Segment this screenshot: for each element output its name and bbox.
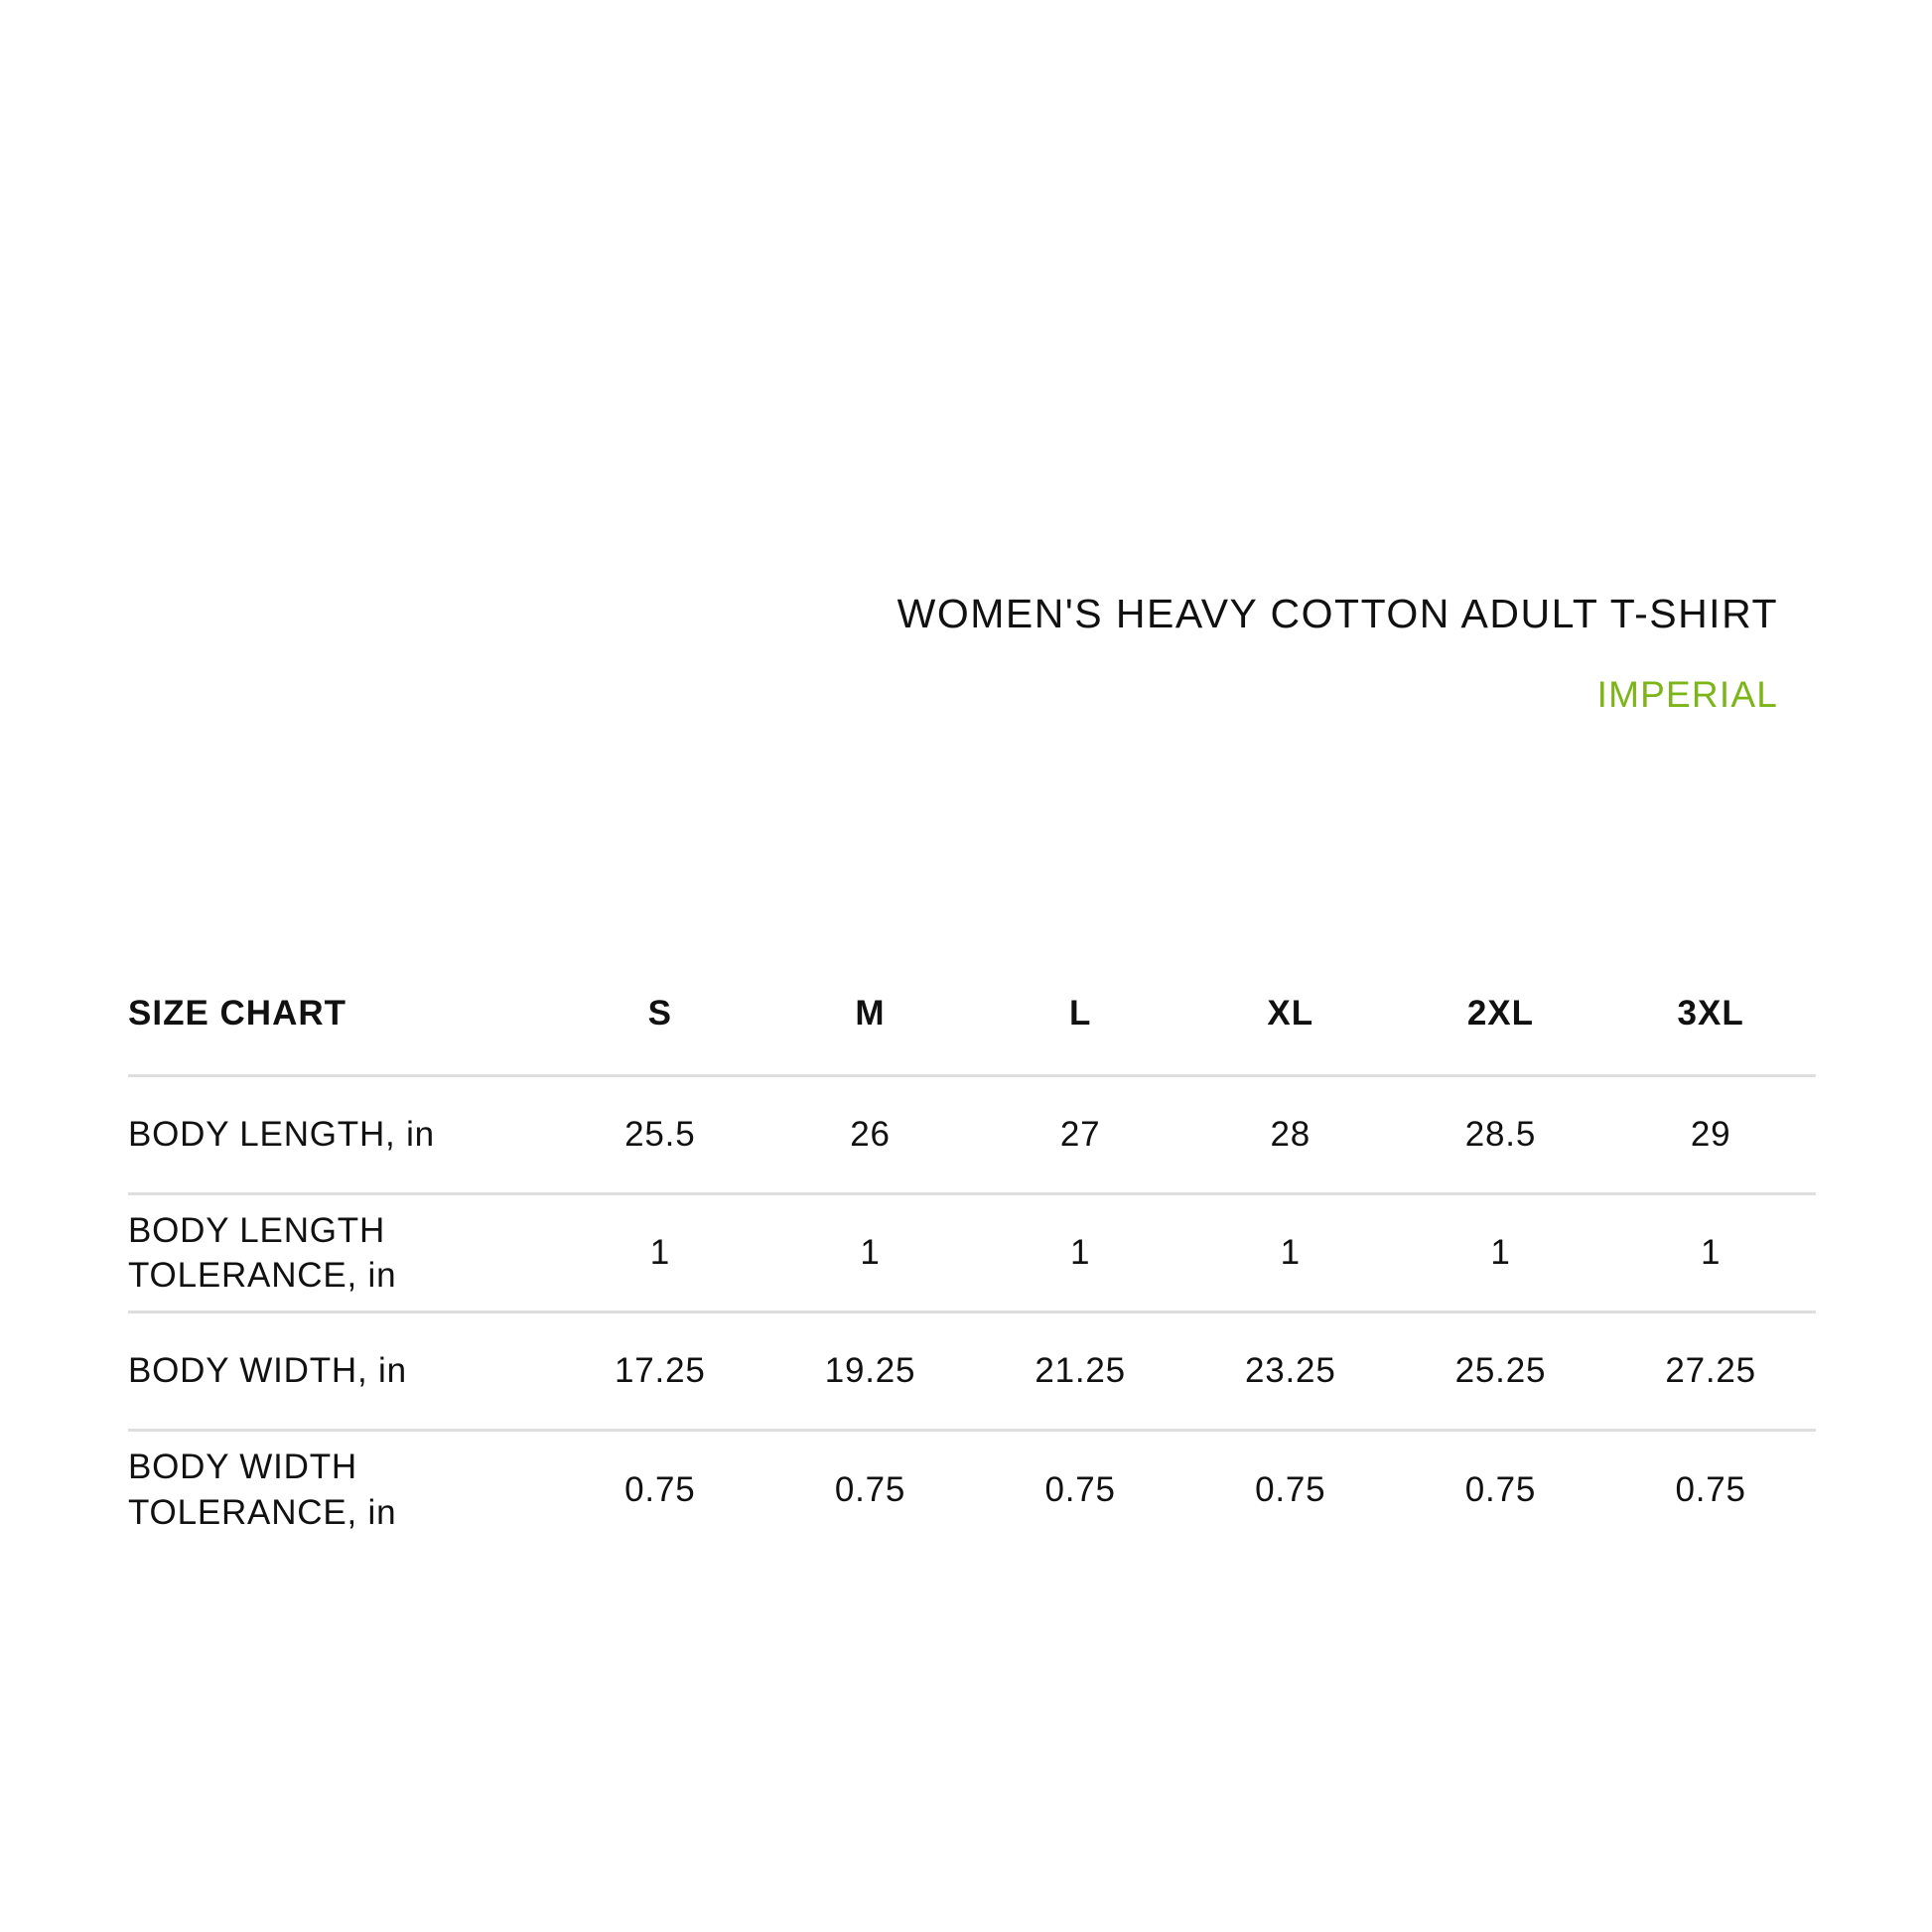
table-cell: 28 [1185, 1076, 1396, 1194]
size-chart-table [128, 961, 1816, 1549]
size-column-header: S [555, 961, 765, 1076]
table-cell: 1 [1605, 1194, 1816, 1312]
table-cell: 29 [1605, 1076, 1816, 1194]
size-column-header: XL [1185, 961, 1396, 1076]
table-row [128, 1312, 1816, 1431]
size-column-header: L [975, 961, 1185, 1076]
table-cell: 0.75 [834, 1470, 906, 1509]
table-cell: 19.25 [765, 1312, 976, 1431]
unit-system-label: IMPERIAL [1596, 674, 1778, 715]
table-cell: 21.25 [975, 1312, 1185, 1431]
size-column-header: 3XL [1605, 961, 1816, 1076]
table-cell: 0.75 [1464, 1470, 1537, 1509]
table-cell: 0.75 [1255, 1470, 1326, 1509]
row-label: BODY WIDTH TOLERANCE, in [128, 1448, 397, 1532]
table-cell: 27 [975, 1076, 1185, 1194]
product-title: WOMEN'S HEAVY COTTON ADULT T-SHIRT [897, 591, 1778, 636]
table-cell: 25.5 [555, 1076, 765, 1194]
table-header-row [128, 961, 1816, 1076]
table-cell: 26 [765, 1076, 976, 1194]
table-cell: 0.75 [1044, 1470, 1116, 1509]
table-cell: 1 [1185, 1194, 1396, 1312]
table-cell: 23.25 [1185, 1312, 1396, 1431]
table-cell: 1 [555, 1194, 765, 1312]
table-cell: 1 [1396, 1194, 1606, 1312]
row-label: BODY LENGTH TOLERANCE, in [128, 1194, 555, 1312]
table-cell: 0.75 [624, 1470, 696, 1509]
size-column-header: M [765, 961, 976, 1076]
table-cell: 25.25 [1396, 1312, 1606, 1431]
size-chart-heading: SIZE CHART [128, 961, 555, 1076]
row-label: BODY LENGTH, in [128, 1076, 555, 1194]
row-label: BODY WIDTH, in [128, 1312, 555, 1431]
table-cell: 1 [765, 1194, 976, 1312]
table-row [128, 1194, 1816, 1312]
product-header [897, 591, 1778, 715]
table-row [128, 1076, 1816, 1194]
size-column-header: 2XL [1396, 961, 1606, 1076]
table-cell: 27.25 [1605, 1312, 1816, 1431]
table-row [128, 1431, 1816, 1549]
table-cell: 0.75 [1675, 1470, 1746, 1509]
table-cell: 28.5 [1396, 1076, 1606, 1194]
table-cell: 17.25 [555, 1312, 765, 1431]
table-cell: 1 [975, 1194, 1185, 1312]
